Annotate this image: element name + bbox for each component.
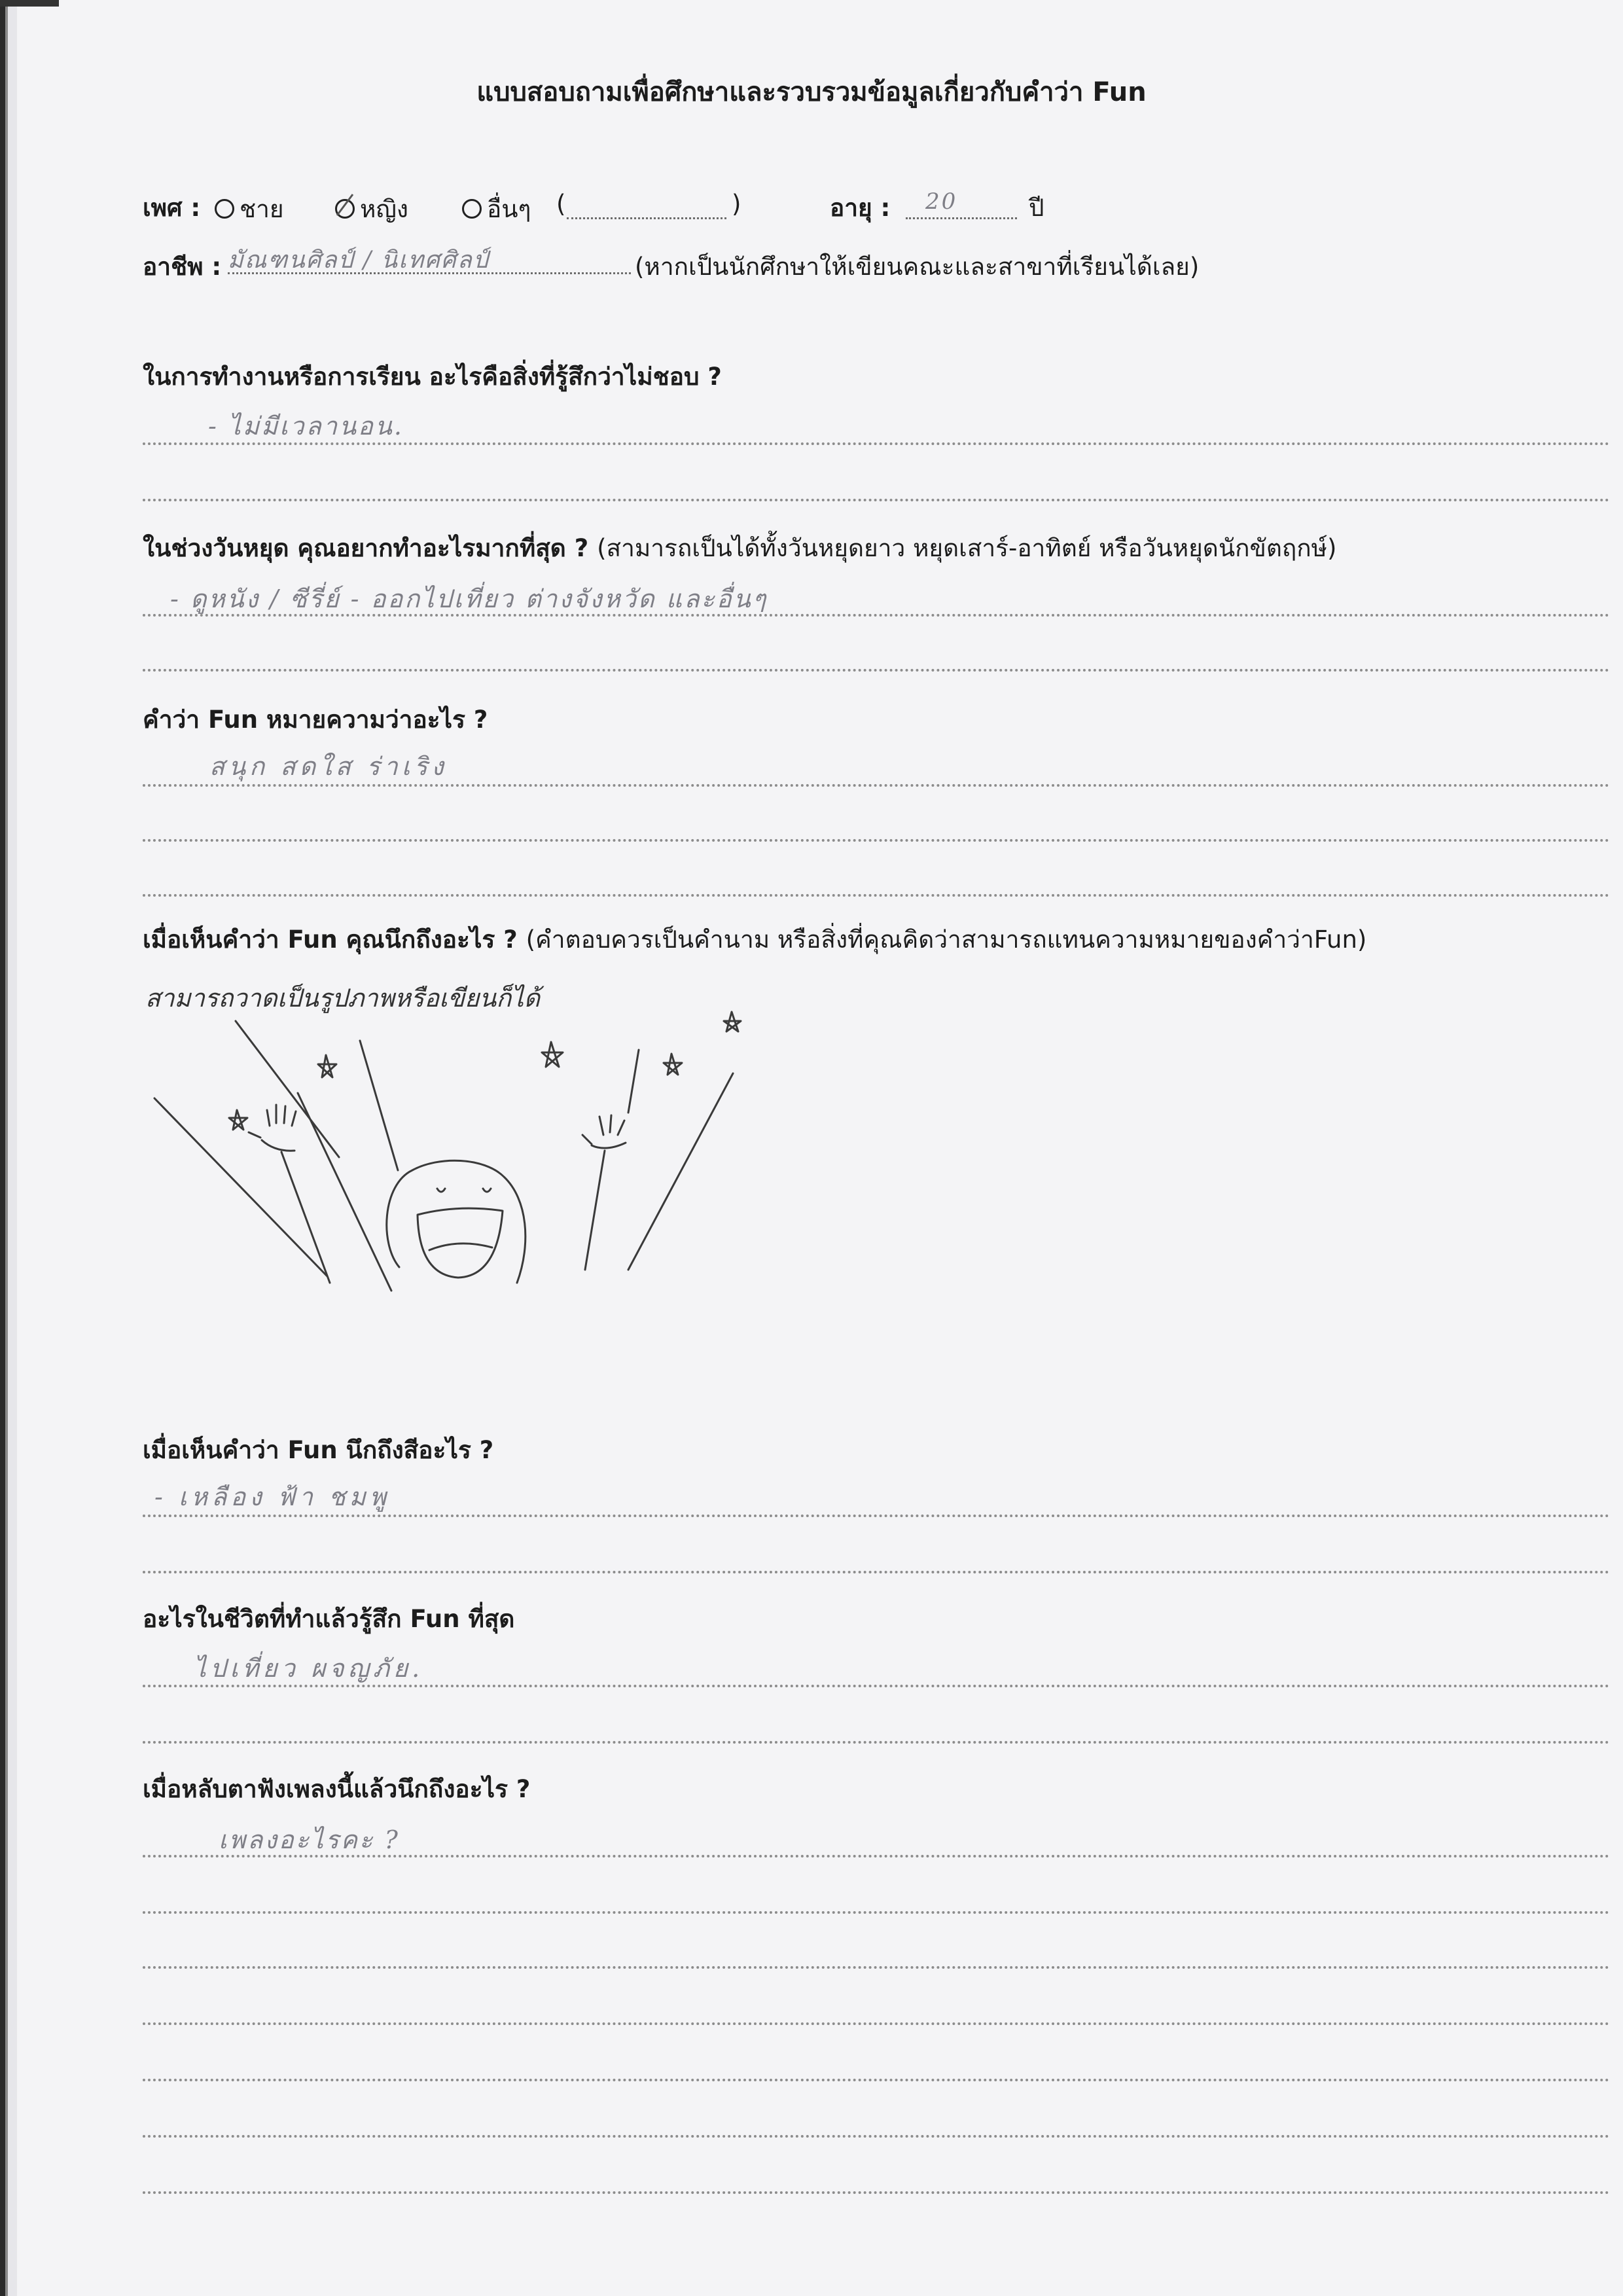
tongue — [429, 1244, 492, 1250]
answer-3[interactable]: สนุก สดใส ร่าเริง — [209, 752, 448, 781]
ray-line — [154, 1098, 327, 1276]
answer-line — [143, 1741, 1610, 1744]
gender-option-male[interactable]: ชาย — [215, 190, 284, 228]
question-3: คำว่า Fun หมายความว่าอะไร ? — [143, 706, 488, 734]
star-icon — [664, 1054, 682, 1075]
answer-5[interactable]: - เหลือง ฟ้า ชมพู — [154, 1482, 390, 1511]
answer-line — [143, 839, 1610, 842]
question-5: เมื่อเห็นคำว่า Fun นึกถึงสีอะไร ? — [143, 1436, 494, 1464]
question-4: เมื่อเห็นคำว่า Fun คุณนึกถึงอะไร ? (คำตอบควรเป็นคำนาม หรือสิ่งที่คุณคิดว่าสามารถแทนความหมายของคำว่าFun) — [143, 925, 1367, 954]
answer-line — [143, 1685, 1610, 1687]
star-icon — [318, 1055, 336, 1077]
answer-line — [143, 442, 1610, 445]
ray-line — [360, 1041, 398, 1170]
radio-circle-checked-icon — [335, 199, 355, 219]
age-label: อายุ : — [830, 194, 891, 222]
occupation-hint: (หากเป็นนักศึกษาให้เขียนคณะและสาขาที่เรียนได้เลย) — [635, 253, 1200, 281]
face-outline — [387, 1160, 526, 1283]
answer-line — [143, 499, 1610, 501]
eye — [483, 1189, 491, 1192]
gender-option-female[interactable]: หญิง — [335, 190, 408, 228]
question-7: เมื่อหลับตาฟังเพลงนี้แล้วนึกถึงอะไร ? — [143, 1775, 531, 1803]
answer-line — [143, 669, 1610, 672]
age-value[interactable]: 20 — [925, 188, 958, 215]
answer-7[interactable]: เพลงอะไรคะ ? — [219, 1825, 400, 1854]
answer-line — [143, 1966, 1610, 1969]
radio-circle-icon — [462, 199, 482, 219]
scan-left-edge — [0, 0, 17, 2296]
ray-line — [628, 1050, 639, 1113]
radio-circle-icon — [215, 199, 234, 219]
age-fill-line — [906, 217, 1017, 219]
answer-1[interactable]: - ไม่มีเวลานอน. — [208, 412, 404, 440]
answer-line — [143, 2079, 1610, 2081]
answer-line — [143, 894, 1610, 897]
star-icon — [542, 1042, 563, 1067]
answer-line — [143, 1515, 1610, 1517]
answer-line — [143, 1855, 1610, 1857]
answer-line — [143, 614, 1610, 617]
gender-option-other[interactable]: อื่นๆ — [462, 190, 531, 228]
other-fill-line[interactable] — [567, 217, 726, 219]
ray-line — [628, 1073, 733, 1270]
ray-line — [236, 1021, 339, 1157]
right-hand — [582, 1115, 626, 1270]
question-1: ในการทำงานหรือการเรียน อะไรคือสิ่งที่รู้สึกว่าไม่ชอบ ? — [143, 363, 722, 391]
question-6: อะไรในชีวิตที่ทำแล้วรู้สึก Fun ที่สุด — [143, 1605, 515, 1633]
eye — [437, 1189, 445, 1192]
scan-top-mark — [0, 0, 59, 7]
gender-label: เพศ : — [143, 194, 201, 222]
answer-line — [143, 2135, 1610, 2138]
occupation-value[interactable]: มัณฑนศิลป์ / นิเทศศิลป์ — [228, 247, 490, 274]
form-title: แบบสอบถามเพื่อศึกษาและรวบรวมข้อมูลเกี่ยวกับคำว่า Fun — [476, 77, 1147, 107]
answer-line — [143, 784, 1610, 787]
answer-line — [143, 1911, 1610, 1914]
left-hand — [249, 1105, 330, 1283]
occupation-fill-line — [228, 272, 631, 274]
question-2: ในช่วงวันหยุด คุณอยากทำอะไรมากที่สุด ? (สามารถเป็นได้ทั้งวันหยุดยาว หยุดเสาร์-อาทิตย์ หรือวันหยุดนักขัตฤกษ์) — [143, 534, 1337, 562]
other-paren-open: ( — [556, 190, 566, 218]
answer-line — [143, 2191, 1610, 2194]
answer-6[interactable]: ไปเที่ยว ผจญภัย. — [194, 1654, 424, 1683]
answer-line — [143, 2022, 1610, 2025]
age-unit: ปี — [1029, 194, 1044, 222]
occupation-label: อาชีพ : — [143, 253, 222, 281]
answer-2[interactable]: - ดูหนัง / ซีรี่ย์ - ออกไปเที่ยว ต่างจังหวัด และอื่นๆ — [170, 584, 768, 613]
answer-line — [143, 1571, 1610, 1573]
star-icon — [229, 1110, 247, 1130]
star-icon — [724, 1012, 741, 1031]
other-paren-close: ) — [732, 190, 741, 218]
question-4-subnote: สามารถวาดเป็นรูปภาพหรือเขียนก็ได้ — [145, 984, 541, 1013]
smiley-drawing — [131, 995, 759, 1302]
